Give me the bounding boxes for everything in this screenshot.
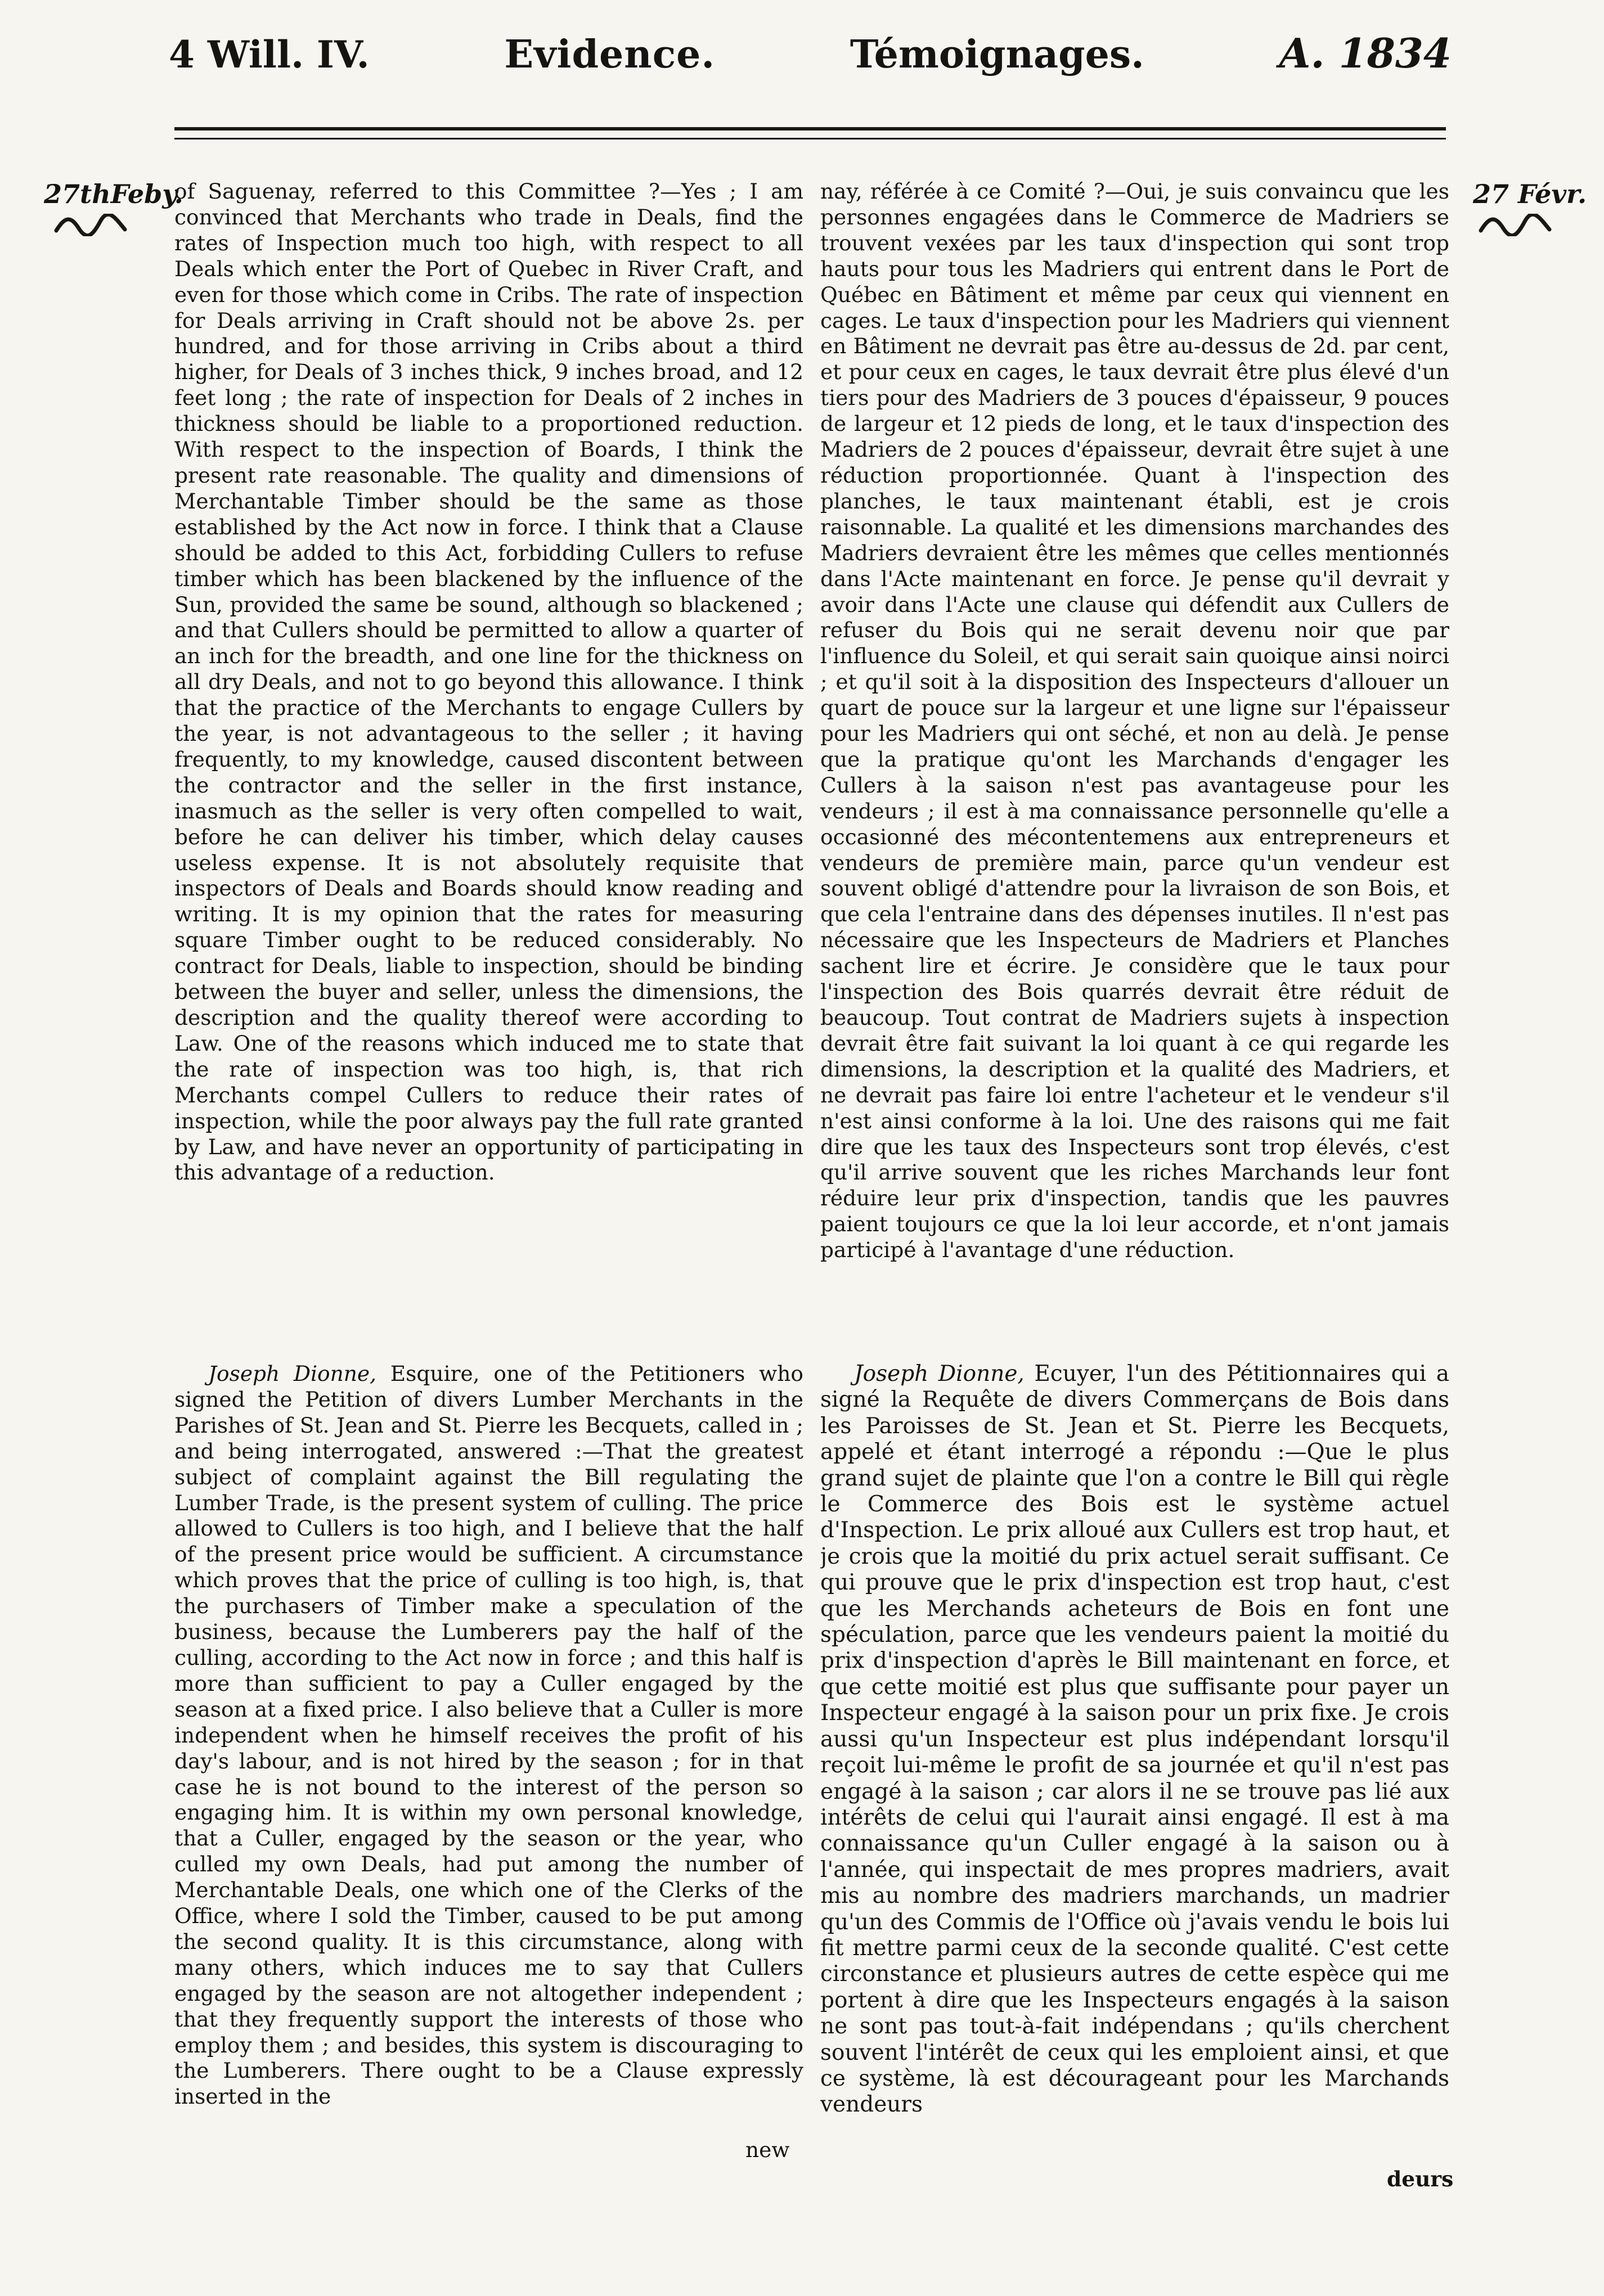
english-column-top xyxy=(174,179,803,1338)
left-margin-date: 27thFeby. xyxy=(44,179,183,209)
french-column-bottom xyxy=(820,1361,1449,2160)
french-heading: Témoignages. xyxy=(850,32,1144,77)
header-rule-thick xyxy=(174,127,1446,130)
english-catchword: new xyxy=(745,2137,790,2162)
english-paragraph-2-text: Esquire, one of the Petitioners who signed the Petition of divers Lumber Merchants in the Parishes of St. Jean and St. Pierre les Becquets, called in ; and being interrogated, answered :—That the greatest subject of complaint against the Bill regulating the Lumber Trade, is the present system of culling. The price allowed to Cullers is too high, and I believe that the half of the present price would be sufficient. A circumstance which proves that the price of culling is too high, is, that the purchasers of Timber make a speculation of the business, because the Lumberers pay the half of the culling, according to the Act now in force ; and this half is more than sufficient to pay a Culler engaged by the season at a fixed price. I also believe that a Culler is more independent when he himself receives the profit of his day's labour, and is not hired by the season ; for in that case he is not bound to the interest of the person so engaging him. It is within my own personal knowledge, that a Culler, engaged by the season or the year, who culled my own Deals, had put among the number of Merchantable Deals, one which one of the Clerks of the Office, where I sold the Timber, caused to be put among the second quality. It is this circumstance, along with many others, which induces me to say that Cullers engaged by the season are not altogether independent ; that they frequently support the interests of those who employ them ; and besides, this system is discouraging to the Lumberers. There ought to be a Clause expressly inserted in the xyxy=(174,1361,803,2109)
english-paragraph-2 xyxy=(174,1361,803,2110)
left-squiggle-icon xyxy=(54,214,127,236)
right-margin-date: 27 Févr. xyxy=(1473,179,1587,209)
volume-label: 4 Will. IV. xyxy=(169,33,370,76)
french-catchword: deurs xyxy=(1387,2167,1454,2191)
year-label: A. 1834 xyxy=(1279,29,1452,77)
english-paragraph-1: of Saguenay, referred to this Committee ?—Yes ; I am convinced that Merchants who trade in Deals, find the rates of Inspection much too high, with respect to all Deals which enter the Port of Quebec in River Craft, and even for those which come in Cribs. The rate of inspection for Deals arriving in Craft should not be above 2s. per hundred, and for those arriving in Cribs about a third higher, for Deals of 3 inches thick, 9 inches broad, and 12 feet long ; the rate of inspection for Deals of 2 inches in thickness should be liable to a proportioned reduction. With respect to the inspection of Boards, I think the present rate reasonable. The quality and dimensions of Merchantable Timber should be the same as those established by the Act now in force. I think that a Clause should be added to this Act, forbidding Cullers to refuse timber which has been blackened by the influence of the Sun, provided the same be sound, although so blackened ; and that Cullers should be permitted to allow a quarter of an inch for the breadth, and one line for the thickness on all dry Deals, and not to go beyond this allowance. I think that the practice of the Merchants to engage Cullers by the year, is not advantageous to the seller ; it having frequently, to my knowledge, caused discontent between the contractor and the seller in the first instance, inasmuch as the seller is very often compelled to wait, before he can deliver his timber, which delay causes useless expense. It is not absolutely requisite that inspectors of Deals and Boards should know reading and writing. It is my opinion that the rates for measuring square Timber ought to be reduced considerably. No contract for Deals, liable to inspection, should be binding between the buyer and seller, unless the dimensions, the description and the quality thereof were according to Law. One of the reasons which induced me to state that the rate of inspection was too high, is, that rich Merchants compel Cullers to reduce their rates of inspection, while the poor always pay the full rate granted by Law, and have never an opportunity of participating in this advantage of a reduction. xyxy=(174,179,803,1185)
french-witness-name: Joseph Dionne, xyxy=(854,1361,1025,1386)
right-squiggle-icon xyxy=(1479,214,1552,236)
french-paragraph-1: nay, référée à ce Comité ?—Oui, je suis convaincu que les personnes engagées dans le Commerce de Madriers se trouvent vexées par les taux d'inspection qui sont trop hauts pour tous les Madriers qui entrent dans le Port de Québec en Bâtiment et même par ceux qui viennent en cages. Le taux d'inspection pour les Madriers qui viennent en Bâtiment ne devrait pas être au-dessus de 2d. par cent, et pour ceux en cages, le taux devrait être plus élevé d'un tiers pour des Madriers de 3 pouces d'épaisseur, 9 pouces de largeur et 12 pieds de long, et le taux d'inspection des Madriers de 2 pouces d'épaisseur, devrait être sujet à une réduction proportionnée. Quant à l'inspection des planches, le taux maintenant établi, est je crois raisonnable. La qualité et les dimensions marchandes des Madriers devraient être les mêmes que celles mentionnés dans l'Acte maintenant en force. Je pense qu'il devrait y avoir dans l'Acte une clause qui défendit aux Cullers de refuser du Bois qui ne serait devenu noir que par l'influence du Soleil, et qui serait sain quoique ainsi noirci ; et qu'il soit à la disposition des Inspecteurs d'allouer un quart de pouce sur la largeur et une ligne sur l'épaisseur pour les Madriers qui ont séché, et non au delà. Je pense que la pratique qu'ont les Marchands d'engager les Cullers à la saison n'est pas avantageuse pour les vendeurs ; il est à ma connaissance personnelle qu'elle a occasionné des mécontentemens aux entrepreneurs et vendeurs de première main, parce qu'un vendeur est souvent obligé d'attendre pour la livraison de son Bois, et que cela l'entraine dans des dépenses inutiles. Il n'est pas nécessaire que les Inspecteurs de Madriers et Planches sachent lire et écrire. Je considère que le taux pour l'inspection des Bois quarrés devrait être réduit de beaucoup. Tout contrat de Madriers sujets à inspection devrait être fait suivant la loi quant à ce qui regarde les dimensions, la description et la qualité des Madriers, et ne devrait pas faire loi entre l'acheteur et le vendeur s'il n'est ainsi conforme à la loi. Une des raisons qui me fait dire que les taux des Inspecteurs sont trop élevés, c'est qu'il arrive souvent que les riches Marchands leur font réduire leur prix d'inspection, tandis que les pauvres paient toujours ce que la loi leur accorde, et n'ont jamais participé à l'avantage d'une réduction. xyxy=(820,179,1449,1263)
english-heading: Evidence. xyxy=(504,32,716,77)
english-witness-name: Joseph Dionne, xyxy=(208,1361,377,1386)
french-column-top xyxy=(820,179,1449,1338)
running-header xyxy=(169,29,1452,91)
header-rule-thin xyxy=(174,138,1446,139)
french-paragraph-2 xyxy=(820,1361,1449,2118)
english-column-bottom xyxy=(174,1361,803,2160)
french-paragraph-2-text: Ecuyer, l'un des Pétitionnaires qui a signé la Requête de divers Commerçans de Bois dans les Paroisses de St. Jean et St. Pierre les Becquets, appelé et étant interrogé a répondu :—Que le plus grand sujet de plainte que l'on a contre le Bill qui règle le Commerce des Bois est le système actuel d'Inspection. Le prix alloué aux Cullers est trop haut, et je crois que la moitié du prix actuel serait suffisant. Ce qui prouve que le prix d'inspection est trop haut, c'est que les Merchands acheteurs de Bois en font une spéculation, parce que les vendeurs paient la moitié du prix d'inspection d'après le Bill maintenant en force, et que cette moitié est plus que suffisante pour payer un Inspecteur engagé à la saison pour un prix fixe. Je crois aussi qu'un Inspecteur est plus indépendant lorsqu'il reçoit lui-même le profit de sa journée et qu'il n'est pas engagé à la saison ; car alors il ne se trouve pas lié aux intérêts de celui qui l'aurait ainsi engagé. Il est à ma connaissance qu'un Culler engagé à la saison ou à l'année, qui inspectait de mes propres madriers, avait mis au nombre des madriers marchands, un madrier qu'un des Commis de l'Office où j'avais vendu le bois lui fit mettre parmi ceux de la seconde qualité. C'est cette circonstance et plusieurs autres de cette espèce qui me portent à dire que les Inspecteurs engagés à la saison ne sont pas tout-à-fait indépendans ; qu'ils cherchent souvent l'intérêt de ceux qui les emploient ainsi, et que ce système, là est décourageant pour les Marchands vendeurs xyxy=(820,1361,1449,2118)
